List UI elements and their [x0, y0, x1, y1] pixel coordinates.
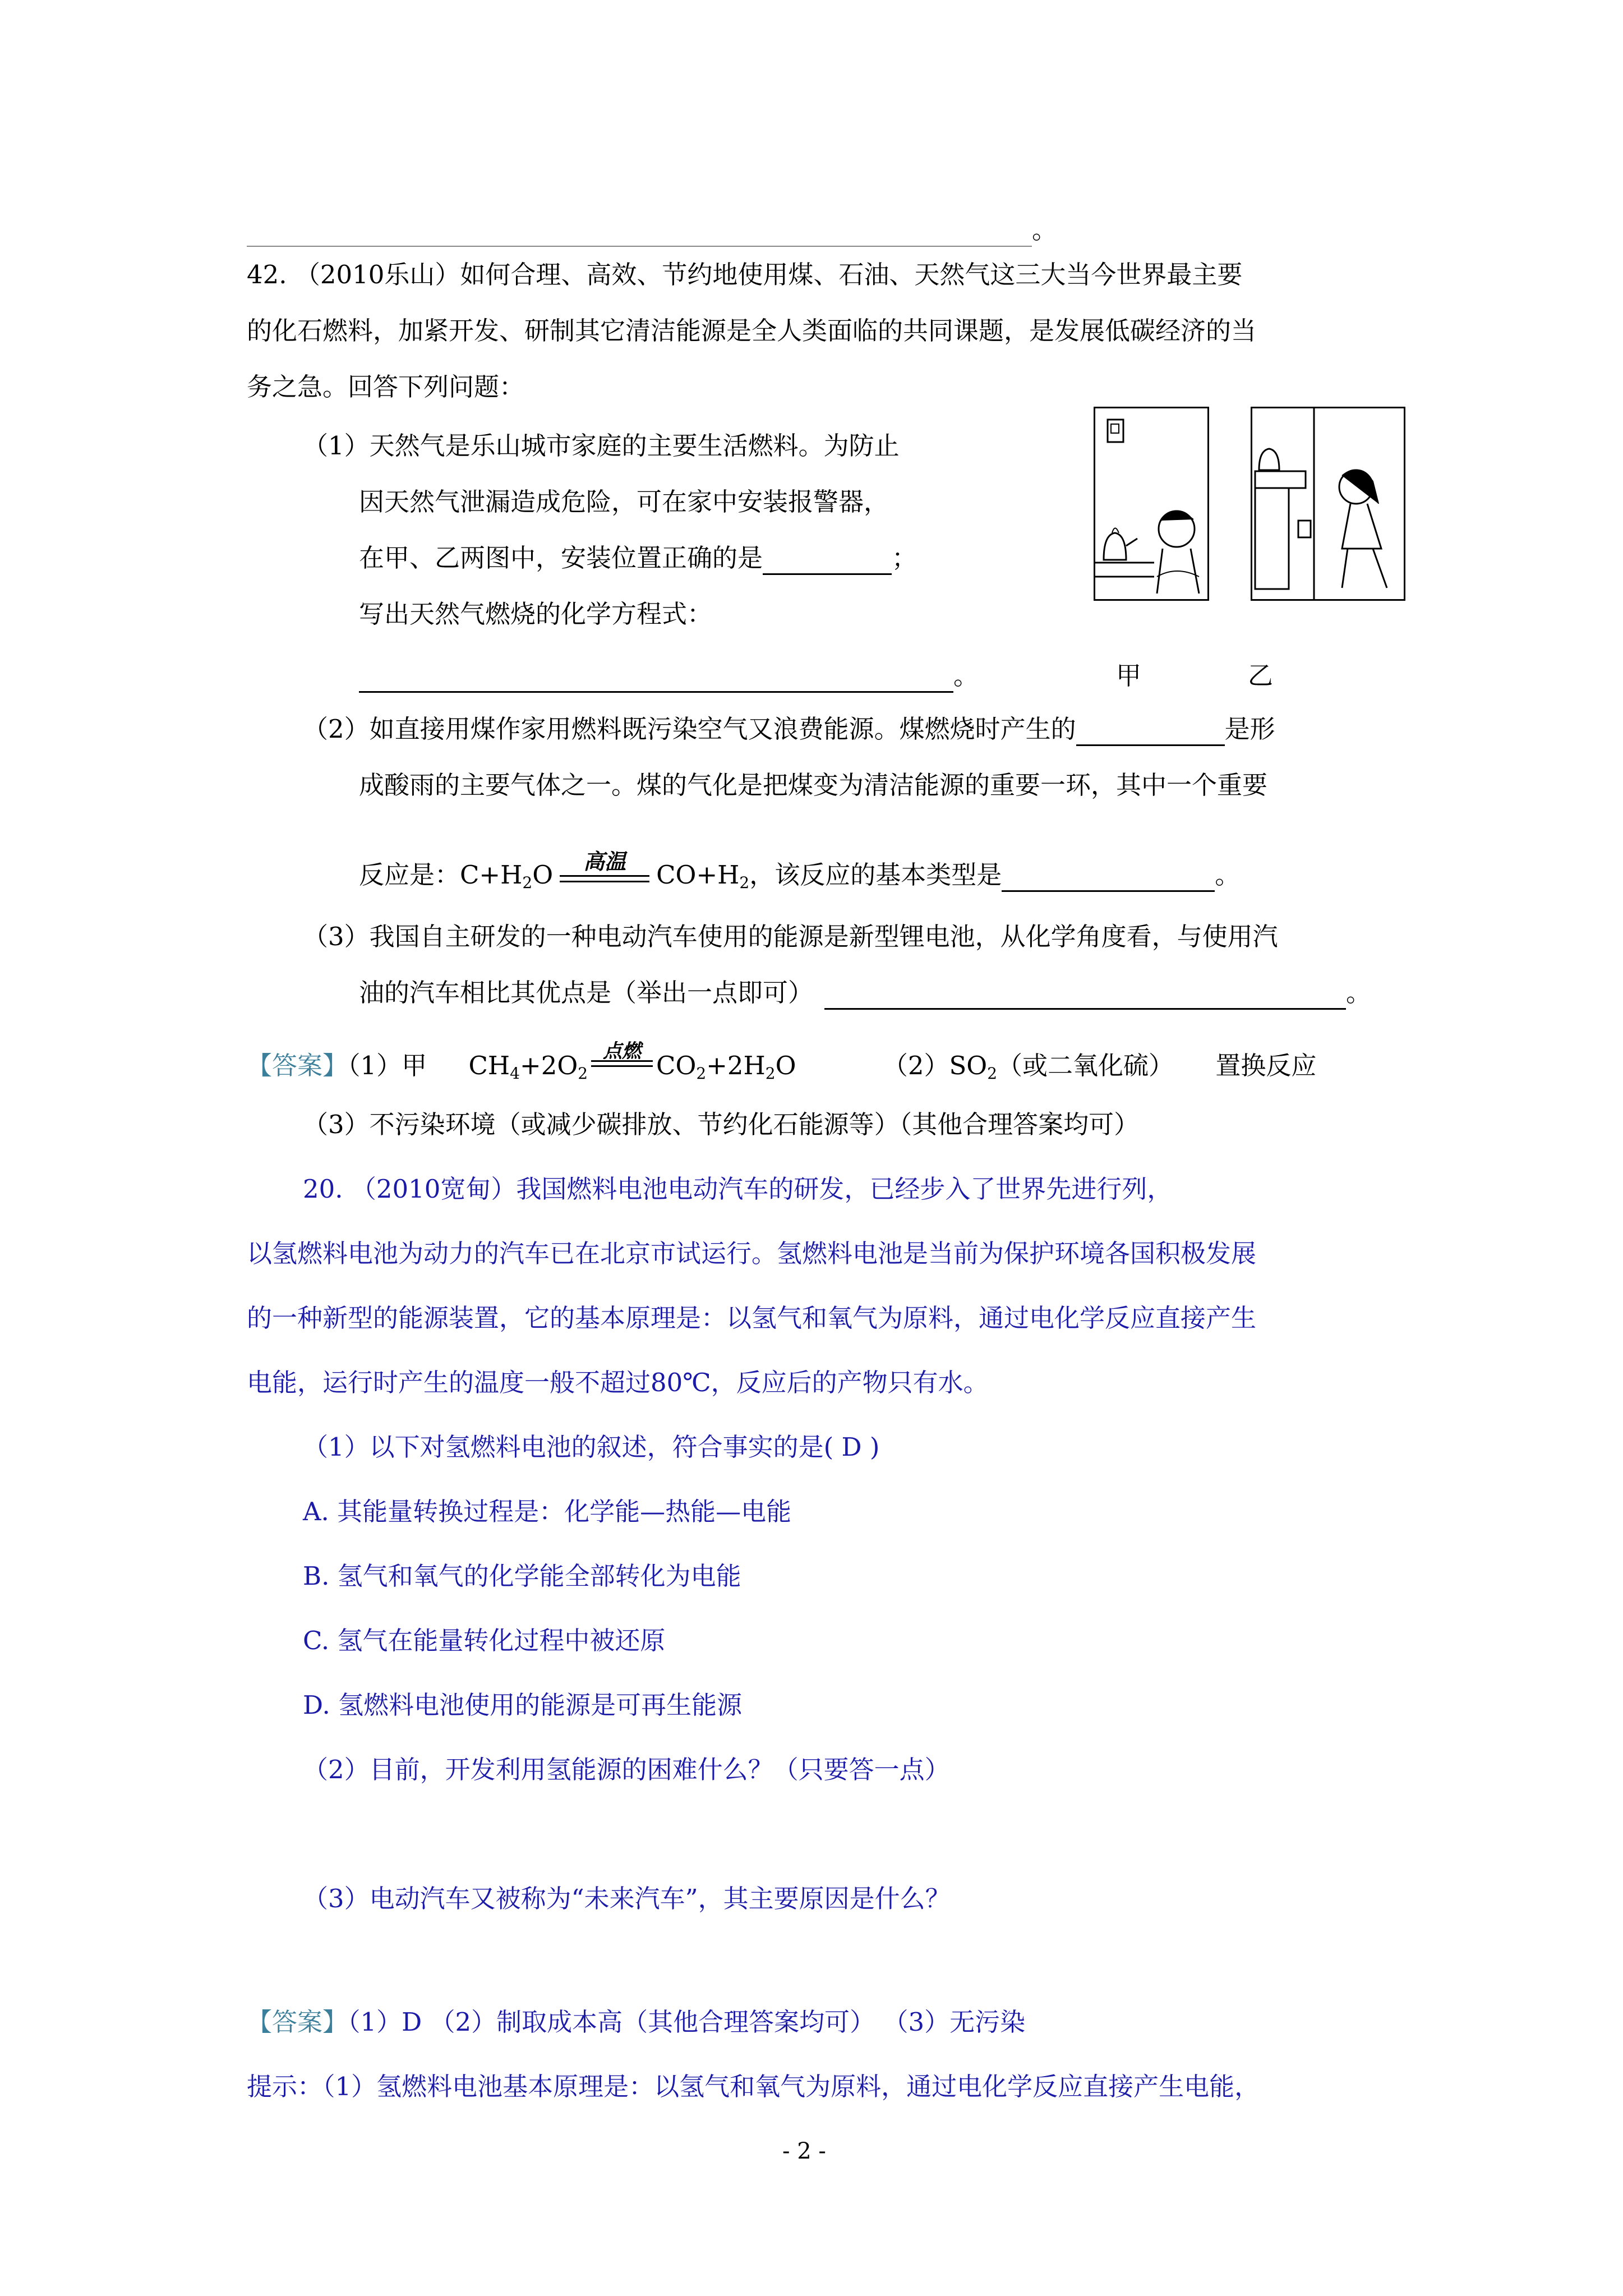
q20-line3: 的一种新型的能源装置，它的基本原理是：以氢气和氧气为原料，通过电化学反应直接产生 — [247, 1303, 1257, 1333]
answer-blank-reaction-type[interactable] — [1002, 864, 1215, 892]
q20-option-b: B. 氢气和氧气的化学能全部转化为电能 — [303, 1561, 741, 1591]
q20-option-d: D. 氢燃料电池使用的能源是可再生能源 — [303, 1690, 743, 1720]
top-blank-line: 。 — [247, 213, 1057, 247]
answer-tag: 【答案】 — [247, 2007, 348, 2037]
answer42-line1: 【答案】（1）甲 $CH_4+2O_2$ 点燃 $CO_2+2H_2O$ $(2)SO_2$（或二氧化硫） 置换反应 — [247, 1040, 1317, 1083]
q42-part1-line2: 因天然气泄漏造成危险，可在家中安装报警器， — [359, 487, 889, 517]
q20-part3: （3）电动汽车又被称为“未来汽车”，其主要原因是什么？ — [303, 1884, 951, 1913]
q20-part2: （2）目前，开发利用氢能源的困难什么？（只要答一点） — [303, 1755, 950, 1784]
q42-part2-line1: （2）如直接用煤作家用燃料既污染空气又浪费能源。煤燃烧时产生的 是形 — [303, 712, 1275, 746]
q42-part1-line4: 写出天然气燃烧的化学方程式： — [359, 599, 713, 629]
figure-b-drawing — [1252, 408, 1404, 599]
q42-part1-line3-text: 在甲、乙两图中，安装位置正确的是 — [359, 543, 763, 573]
figure-b-kitchen — [1251, 407, 1405, 601]
answer-tag: 【答案】 — [247, 1051, 348, 1080]
answer42-line2: （3）不污染环境（或减少碳排放、节约化石能源等）（其他合理答案均可） — [303, 1110, 1140, 1139]
q20-part1: （1）以下对氢燃料电池的叙述，符合事实的是( D ) — [303, 1432, 880, 1462]
q42-line2: 的化石燃料，加紧开发、研制其它清洁能源是全人类面临的共同课题，是发展低碳经济的当 — [247, 316, 1257, 346]
figure-a-drawing — [1095, 408, 1207, 599]
answer20-line: 【答案】（1）D （2）制取成本高（其他合理答案均可） （3）无污染 — [247, 2007, 1026, 2037]
hint-line: 提示：（1）氢燃料电池基本原理是：以氢气和氧气为原料，通过电化学反应直接产生电能， — [247, 2072, 1260, 2101]
answer-blank-advantage[interactable] — [824, 982, 1346, 1010]
q20-line2: 以氢燃料电池为动力的汽车已在北京市试运行。氢燃料电池是当前为保护环境各国积极发展 — [247, 1239, 1257, 1268]
figure-b-label: 乙 — [1248, 661, 1274, 691]
q20-line1: 20. （2010宽甸）我国燃料电池电动汽车的研发，已经步入了世界先进行列， — [303, 1174, 1173, 1204]
answer-blank-equation[interactable] — [359, 665, 953, 693]
q20-option-c: C. 氢气在能量转化过程中被还原 — [303, 1626, 666, 1655]
figure-a-label: 甲 — [1116, 661, 1142, 691]
q42-part1-line1: （1）天然气是乐山城市家庭的主要生活燃料。为防止 — [303, 431, 900, 461]
q42-line1: 42. （2010乐山）如何合理、高效、节约地使用煤、石油、天然气这三大当今世界最主要 — [247, 260, 1243, 289]
q42-part2-line2: 成酸雨的主要气体之一。煤的气化是把煤变为清洁能源的重要一环，其中一个重要 — [359, 770, 1268, 800]
q42-part1-line3: 在甲、乙两图中，安装位置正确的是 ； — [359, 541, 917, 575]
q20-line4: 电能，运行时产生的温度一般不超过80℃，反应后的产物只有水。 — [247, 1368, 989, 1397]
answer-blank-position[interactable] — [763, 547, 892, 575]
figure-a-kitchen — [1094, 407, 1209, 601]
q42-part3-line2: 油的汽车相比其优点是（举出一点即可） 。 — [359, 976, 1371, 1010]
q42-line3: 务之急。回答下列问题： — [247, 372, 525, 402]
q42-part2-line3: 反应是：$C+H_2O$ 高温 $CO+H_2$，该反应的基本类型是 。 — [359, 849, 1241, 892]
q42-part1-line5: 。 — [359, 659, 979, 693]
reaction-condition-ignite: 点燃 — [591, 1049, 653, 1083]
page-number: - 2 - — [782, 2138, 826, 2164]
q42-part3-line1: （3）我国自主研发的一种电动汽车使用的能源是新型锂电池，从化学角度看，与使用汽 — [303, 922, 1278, 951]
answer-blank-acid-gas[interactable] — [1076, 719, 1225, 746]
q20-option-a: A. 其能量转换过程是：化学能—热能—电能 — [303, 1497, 792, 1526]
reaction-condition-high-temp: 高温 — [560, 858, 649, 892]
